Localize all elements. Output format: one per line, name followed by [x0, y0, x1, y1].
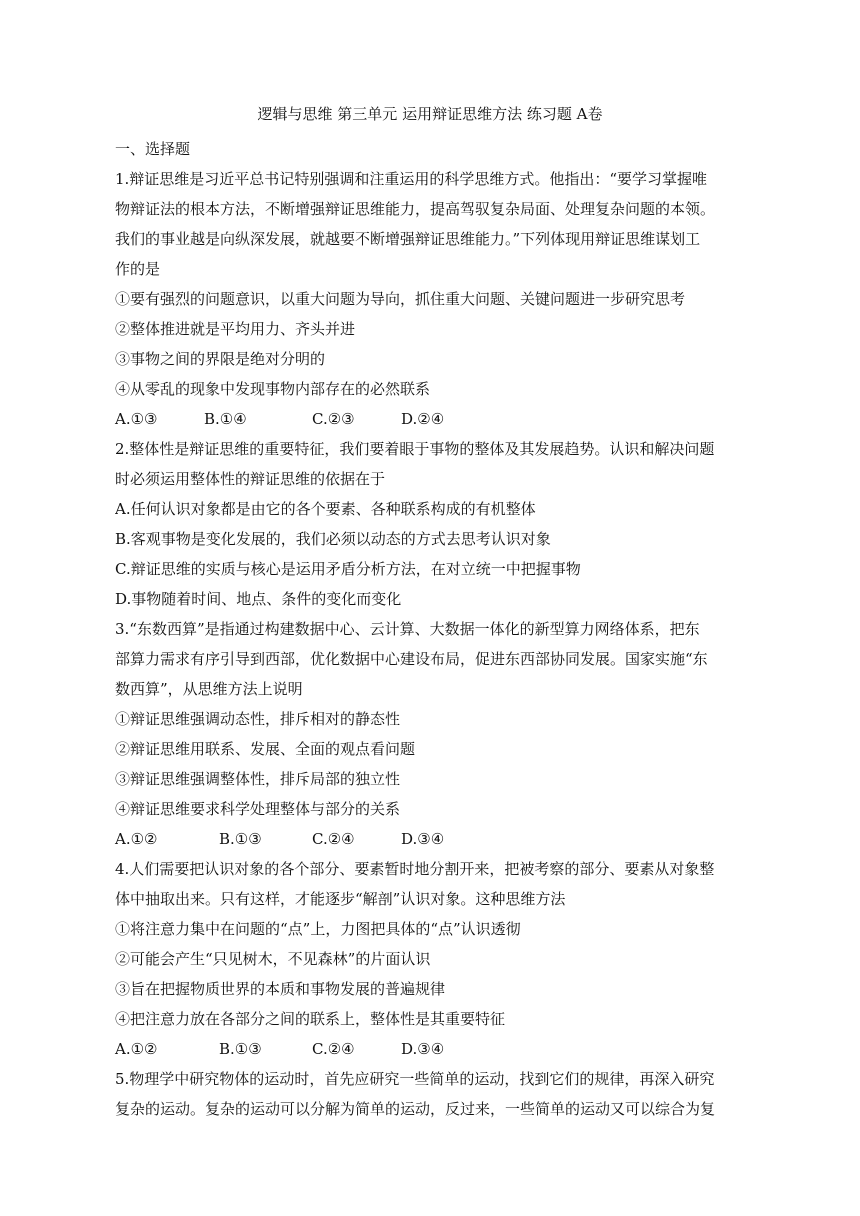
question-stem-line: 数西算”，从思维方法上说明 — [115, 680, 303, 698]
option-a: A.①② — [115, 1040, 158, 1058]
statement-item: ③旨在把握物质世界的本质和事物发展的普遍规律 — [115, 980, 446, 998]
question-stem-line: 时必须运用整体性的辩证思维的依据在于 — [115, 470, 386, 488]
statement-item: ④把注意力放在各部分之间的联系上，整体性是其重要特征 — [115, 1010, 506, 1028]
option-d: D.③④ — [401, 830, 445, 848]
option-c: C.②③ — [312, 410, 355, 428]
option-d: D.②④ — [401, 410, 445, 428]
option-b: B.①③ — [219, 830, 262, 848]
question-stem-line: 4.人们需要把认识对象的各个部分、要素暂时地分割开来，把被考察的部分、要素从对象整 — [115, 860, 715, 878]
option-b: B.客观事物是变化发展的，我们必须以动态的方式去思考认识对象 — [115, 530, 551, 548]
statement-item: ①将注意力集中在问题的“点”上，力图把具体的“点”认识透彻 — [115, 920, 521, 938]
statement-item: ③事物之间的界限是绝对分明的 — [115, 350, 326, 368]
question-5 — [115, 1064, 747, 1124]
statement-item: ①要有强烈的问题意识，以重大问题为导向，抓住重大问题、关键问题进一步研究思考 — [115, 290, 686, 308]
question-stem-line: 5.物理学中研究物体的运动时，首先应研究一些简单的运动，找到它们的规律，再深入研究 — [115, 1070, 715, 1088]
document-body — [115, 134, 747, 1124]
option-d: D.事物随着时间、地点、条件的变化而变化 — [115, 590, 402, 608]
statement-item: ③辩证思维强调整体性，排斥局部的独立性 — [115, 770, 401, 788]
statement-item: ②整体推进就是平均用力、齐头并进 — [115, 320, 356, 338]
option-c: C.②④ — [312, 830, 355, 848]
option-a: A.任何认识对象都是由它的各个要素、各种联系构成的有机整体 — [115, 500, 536, 518]
question-stem-line: 1.辩证思维是习近平总书记特别强调和注重运用的科学思维方式。他指出：“要学习掌握唯 — [115, 170, 707, 188]
question-4 — [115, 854, 747, 1064]
statement-item: ①辩证思维强调动态性，排斥相对的静态性 — [115, 710, 401, 728]
question-stem-line: 作的是 — [115, 260, 161, 278]
question-stem-line: 体中抽取出来。只有这样，才能逐步“解剖”认识对象。这种思维方法 — [115, 890, 566, 908]
question-1 — [115, 164, 747, 434]
question-3 — [115, 614, 747, 854]
statement-item: ②可能会产生“只见树木，不见森林”的片面认识 — [115, 950, 431, 968]
option-b: B.①④ — [204, 410, 247, 428]
statement-item: ④从零乱的现象中发现事物内部存在的必然联系 — [115, 380, 431, 398]
question-2 — [115, 434, 747, 614]
question-stem-line: 复杂的运动。复杂的运动可以分解为简单的运动，反过来，一些简单的运动又可以综合为复 — [115, 1100, 716, 1118]
answer-options — [115, 824, 747, 854]
statement-item: ②辩证思维用联系、发展、全面的观点看问题 — [115, 740, 416, 758]
question-stem-line: 物辩证法的根本方法，不断增强辩证思维能力，提高驾驭复杂局面、处理复杂问题的本领。 — [115, 200, 716, 218]
answer-options — [115, 404, 747, 434]
section-heading: 一、选择题 — [115, 140, 191, 158]
question-stem-line: 我们的事业越是向纵深发展，就越要不断增强辩证思维能力。”下列体现用辩证思维谋划工 — [115, 230, 701, 248]
option-a: A.①③ — [115, 410, 158, 428]
answer-options — [115, 1034, 747, 1064]
option-c: C.辩证思维的实质与核心是运用矛盾分析方法，在对立统一中把握事物 — [115, 560, 581, 578]
document-title: 逻辑与思维 第三单元 运用辩证思维方法 练习题 A卷 — [257, 105, 603, 123]
option-a: A.①② — [115, 830, 158, 848]
option-b: B.①③ — [219, 1040, 262, 1058]
question-stem-line: 3.“东数西算”是指通过构建数据中心、云计算、大数据一体化的新型算力网络体系，把东 — [115, 620, 700, 638]
option-c: C.②④ — [312, 1040, 355, 1058]
question-stem-line: 部算力需求有序引导到西部，优化数据中心建设布局，促进东西部协同发展。国家实施“东 — [115, 650, 708, 668]
option-d: D.③④ — [401, 1040, 445, 1058]
question-stem-line: 2.整体性是辩证思维的重要特征，我们要着眼于事物的整体及其发展趋势。认识和解决问题 — [115, 440, 715, 458]
statement-item: ④辩证思维要求科学处理整体与部分的关系 — [115, 800, 401, 818]
